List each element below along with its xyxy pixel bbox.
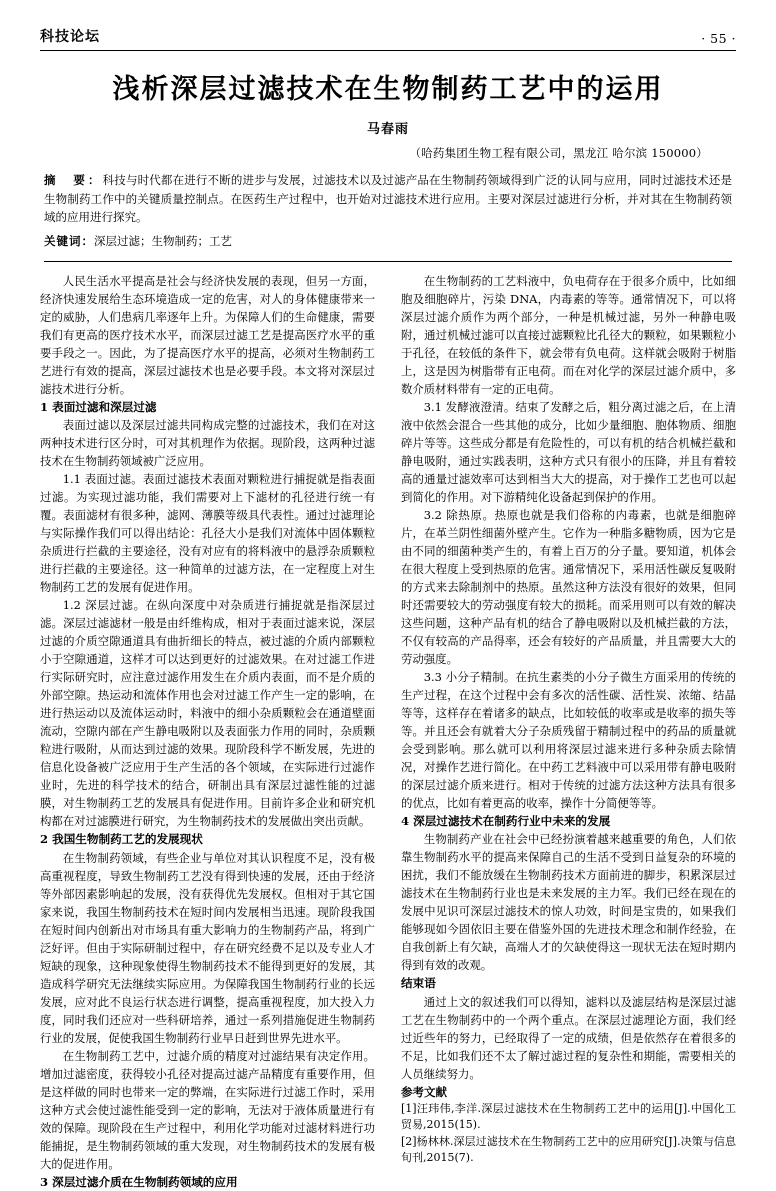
section-heading: 1 表面过滤和深层过滤	[40, 398, 375, 416]
keywords-label: 关键词：	[44, 234, 94, 248]
abstract-block	[44, 171, 732, 227]
body-paragraph: 通过上文的叙述我们可以得知，滤料以及滤层结构是深层过滤工艺在生物制药中的一个两个重点。在深层过滤理论方面，我们经过近些年的努力，已经取得了一定的成绩，但是依然存在着很多的不足，比如我们还不太了解过滤过程的复杂性和期能，需要相关的人员继续努力。	[401, 993, 736, 1083]
section-heading: 3 深层过滤介质在生物制药领域的应用	[40, 1173, 375, 1191]
reference-item: [2]杨林林.深层过滤技术在生物制药工艺中的应用研究[J].决策与信息旬刊,2015(7).	[401, 1134, 736, 1167]
abstract-text: 科技与时代都在进行不断的进步与发展，过滤技术以及过滤产品在生物制药领域得到广泛的认同与应用，同时过滤技术还是生物制药工作中的关键质量控制点。在医药生产过程中，也开始对过滤技术进行应用。主要对深层过滤进行分析，并对其在生物制药领域的应用进行探究。	[44, 173, 732, 224]
references-heading: 参考文献	[401, 1083, 736, 1101]
article-author: 马春雨	[40, 118, 736, 137]
body-paragraph: 人民生活水平提高是社会与经济快发展的表现，但另一方面，经济快速发展给生态环境造成一定的危害，对人的身体健康带来一定的威胁，人们患病几率逐年上升。为保障人们的生命健康，需要我们有更高的医疗技术水平，而深层过滤工艺是提高医疗水平的重要手段之一。因此，为了提高医疗水平的提高，必须对生物制药工艺进行有效的提高，深层过滤技术也是必要手段。本文将对深层过滤技术进行分析。	[40, 272, 375, 398]
body-columns	[40, 272, 736, 1191]
header-rule	[40, 50, 736, 51]
reference-item: [1]汪玮伟,李洋.深层过滤技术在生物制药工艺中的运用[J].中国化工贸易,2015(15).	[401, 1101, 736, 1134]
body-paragraph: 表面过滤以及深层过滤共同构成完整的过滤技术，我们在对这两种技术进行区分时，可对其机理作为依据。现阶段，这两种过滤技术在生物制药领域被广泛应用。	[40, 416, 375, 470]
keywords-text: 深层过滤；生物制药；工艺	[94, 234, 232, 248]
body-paragraph: 1.2 深层过滤。在纵向深度中对杂质进行捕捉就是指深层过滤。深层过滤滤材一般是由纤维构成，相对于表面过滤来说，深层过滤的介质空隙通道具有曲折细长的特点，被过滤的介质内部颗粒小于空隙通道，这样才可以达到更好的过滤效果。在对过滤工作进行实际研究时，应注意过滤作用发生在介质内表面，而不是介质的外部空隙。热运动和流体作用也会对过滤工作产生一定的影响，在进行热运动以及流体运动时，料液中的细小杂质颗粒会在通道壁面流动，空隙内部在产生静电吸附以及表面张力作用的同时，杂质颗粒进行吸附，从而达到过滤的效果。现阶段科学不断发展，先进的信息化设备被广泛应用于生产生活的各个领域，在实际进行过滤作业时，先进的科学技术的结合，研制出具有深层过滤性能的过滤膜，对生物制药工艺的发展具有促进作用。目前许多企业和研究机构都在对过滤膜进行研究，为生物制药技术的发展做出突出贡献。	[40, 596, 375, 830]
section-title: 科技论坛	[40, 26, 100, 46]
body-paragraph: 3.3 小分子精制。在抗生素类的小分子微生方面采用的传统的生产过程，在这个过程中会有多次的活性碳、活性炭、浓缩、结晶等等，这样存在着诸多的缺点，比如较低的收率或是收率的损失等等。并且还会有就着大分子杂质残留于精制过程中的药品的质量就会受到影响。那么就可以利用将深层过滤来进行多种杂质去除情况，对操作艺进行简化。在中药工艺料液中可以采用带有静电吸附的深层过滤介质来进行。相对于传统的过滤方法这种方法具有很多的优点，比如有着更高的收率，操作十分简便等等。	[401, 668, 736, 812]
keywords-block	[44, 232, 732, 251]
section-heading: 结束语	[401, 974, 736, 992]
body-paragraph: 在生物制药的工艺料液中，负电荷存在于很多介质中，比如细胞及细胞碎片，污染 DNA，内毒素的等等。通常情况下，可以将深层过滤介质作为两个部分，一种是机械过滤，另外一种静电吸附，通过机械过滤可以直接过滤颗粒比孔径大的颗粒，如果颗粒小于孔径，在较低的条件下，就会带有负电荷。这样就会吸附于树脂上，这是因为树脂带有正电荷。而在对化学的深层过滤介质中，多数介质材料带有一定的正电荷。	[401, 272, 736, 398]
section-heading: 4 深层过滤技术在制药行业中未来的发展	[401, 812, 736, 830]
body-paragraph: 3.2 除热原。热原也就是我们俗称的内毒素，也就是细胞碎片，在革兰阴性细菌外壁产生。它作为一种脂多糖物质，因为它是由不同的细菌种类产生的，有着上百万的分子量。要知道，机体会在很大程度上受到热原的危害。通常情况下，采用活性碳反复吸附的方式来去除制剂中的热原。虽然这种方法没有很好的效果，但同时还需要较大的劳动强度有较大的损耗。而采用则可以有效的解决这些问题，这种产品有机的结合了静电吸附以及机械拦截的方法，不仅有较高的产品得率，还会有较好的产品质量，并且需要大大的劳动强度。	[401, 506, 736, 668]
abstract-rule	[44, 261, 732, 262]
abstract-label: 摘 要：	[44, 173, 103, 187]
article-affiliation: （哈药集团生物工程有限公司，黑龙江 哈尔滨 150000）	[40, 145, 708, 161]
article-title: 浅析深层过滤技术在生物制药工艺中的运用	[40, 67, 736, 106]
running-head	[40, 26, 736, 50]
section-heading: 2 我国生物制药工艺的发展现状	[40, 830, 375, 848]
body-paragraph: 1.1 表面过滤。表面过滤技术表面对颗粒进行捕捉就是指表面过滤。为实现过滤功能，我们需要对上下滤材的孔径进行统一有覆。表面滤材有很多种，滤网、薄膜等级具代表性。通过过滤理论与实际操作我们可以得出结论：孔径大小是我们对流体中固体颗粒杂质进行拦截的主要途径，没有对应有的将料液中的悬浮杂质颗粒进行拦截的主要途径。这一种简单的过滤方法，在一定程度上对生物制药工艺的发展有促进作用。	[40, 470, 375, 596]
page-number: · 55 ·	[701, 31, 736, 46]
body-paragraph: 3.1 发酵液澄清。结束了发酵之后，粗分离过滤之后，在上清液中依然会混合一些其他的成分，比如少量细胞、胞体物质、细胞碎片等等。这些成分都是有危险性的，可以有机的结合机械拦截和静电吸附，通过实践表明，这种方式只有很小的压降，并且有着较高的通量过滤效率可达到相当大大的提高，对于操作工艺也可以起到简化的作用。对下游精纯化设备起到保护的作用。	[401, 398, 736, 506]
right-column	[401, 272, 736, 1191]
left-column	[40, 272, 375, 1191]
body-paragraph: 在生物制药领域，有些企业与单位对其认识程度不足，没有极高重视程度，导致生物制药工艺没有得到快速的发展，还由于经济等外部因素影响起的发展，没有获得优先发展权。但相对于其它国家来说，我国生物制药技术在短时间内发展相当迅速。现阶段我国在短时间内创新出对市场具有重大影响力的生物制药产品，将到广泛好评。但由于实际研制过程中，存在研究经费不足以及专业人才短缺的现象，这种现象使得生物制药技术不能得到更好的发展，其造成科学研究无法继续实际应用。为保障我国生物制药行业的长远发展，应对此不良运行状态进行调整，提高重视程度，加大投入力度，同时我们还应对一些科研培养，通过一系列措施促进生物制药行业的发展，促使我国生物制药行业早日赶到世界先进水平。	[40, 849, 375, 1047]
body-paragraph: 生物制药产业在社会中已经扮演着越来越重要的角色，人们依靠生物制药水平的提高来保障自己的生活不受到日益复杂的环境的困扰，我们不能放缓在生物制药技术方面前进的脚步，积累深层过滤技术在生物制药行业也是未来发展的主力军。我们已经在现在的发展中见识可深层过滤技术的惊人功效，时间是宝贵的，如果我们能够现如今固依旧主要在借鉴外国的先进技术理念和制作经验，在自我创新上有欠缺，高端人才的欠缺使得这一现状无法在短时期内得到有效的改观。	[401, 830, 736, 974]
body-paragraph: 在生物制药工艺中，过滤介质的精度对过滤结果有决定作用。增加过滤密度，获得较小孔径对提高过滤产品精度有重要作用，但是这样做的同时也带来一定的弊端，在实际进行过滤工作时，采用这种方式会使过滤性能受到一定的影响，无法对于液体质量进行有效的保障。现阶段在生产过程中，利用化学功能对过滤材料进行功能捕捉，是生物制药领域的重大发现，对生物制药技术的发展有极大的促进作用。	[40, 1047, 375, 1173]
